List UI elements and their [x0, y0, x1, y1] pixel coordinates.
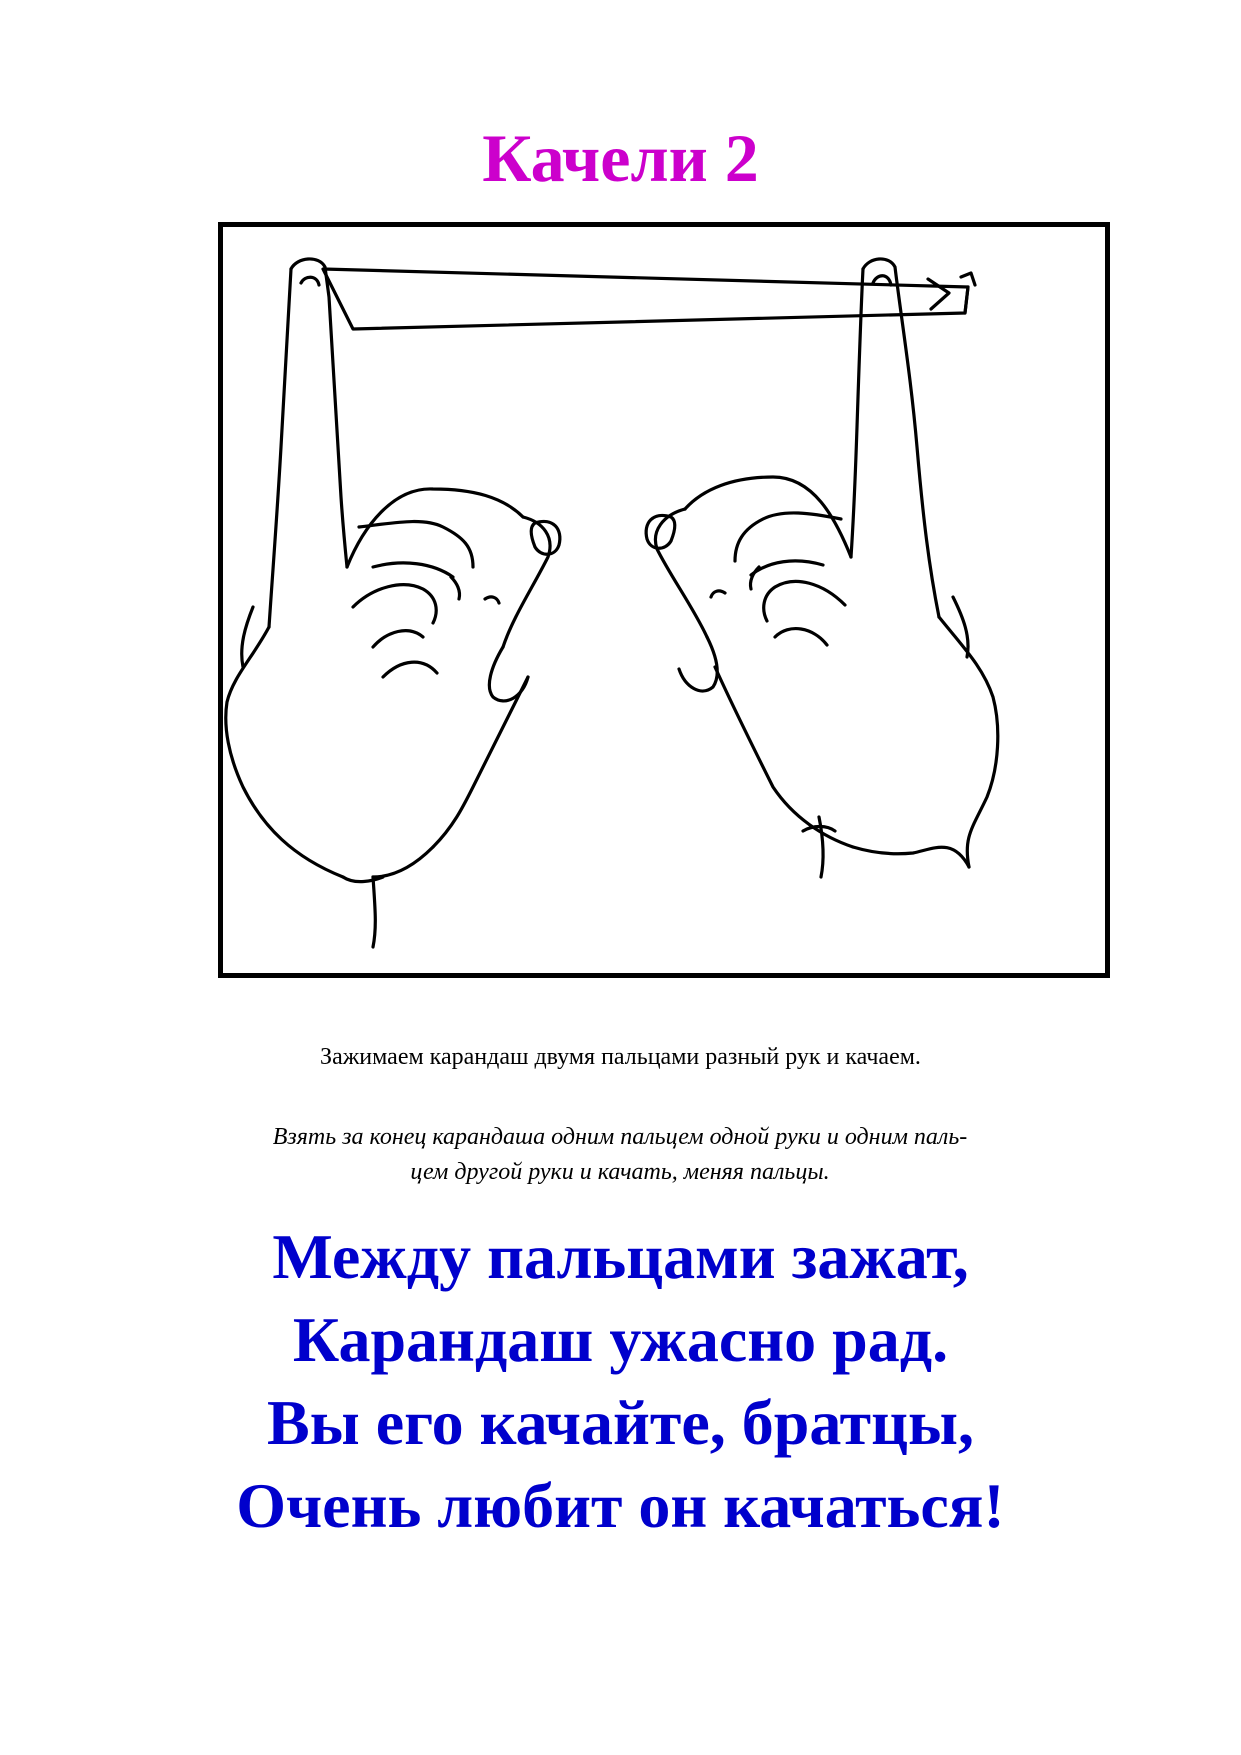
instruction-text [170, 1120, 1070, 1190]
poem-line: Очень любит он качаться! [236, 1470, 1005, 1541]
instruction-line: цем другой руки и качать, меняя пальцы. [410, 1159, 830, 1185]
page-title: Качели 2 [482, 120, 759, 196]
right-hand-drawing [646, 259, 998, 877]
poem [0, 1215, 1241, 1547]
caption-text: Зажимаем карандаш двумя пальцами разный рук и качаем. [320, 1044, 921, 1070]
illustration-frame [218, 222, 1110, 978]
poem-line: Между пальцами зажат, [272, 1221, 969, 1292]
poem-line: Карандаш ужасно рад. [292, 1304, 949, 1375]
instruction-line: Взять за конец карандаша одним пальцем одной руки и одним паль- [272, 1124, 968, 1150]
left-hand-drawing [226, 259, 560, 947]
poem-line: Вы его качайте, братцы, [267, 1387, 974, 1458]
hands-holding-pencil-icon [223, 227, 1105, 973]
